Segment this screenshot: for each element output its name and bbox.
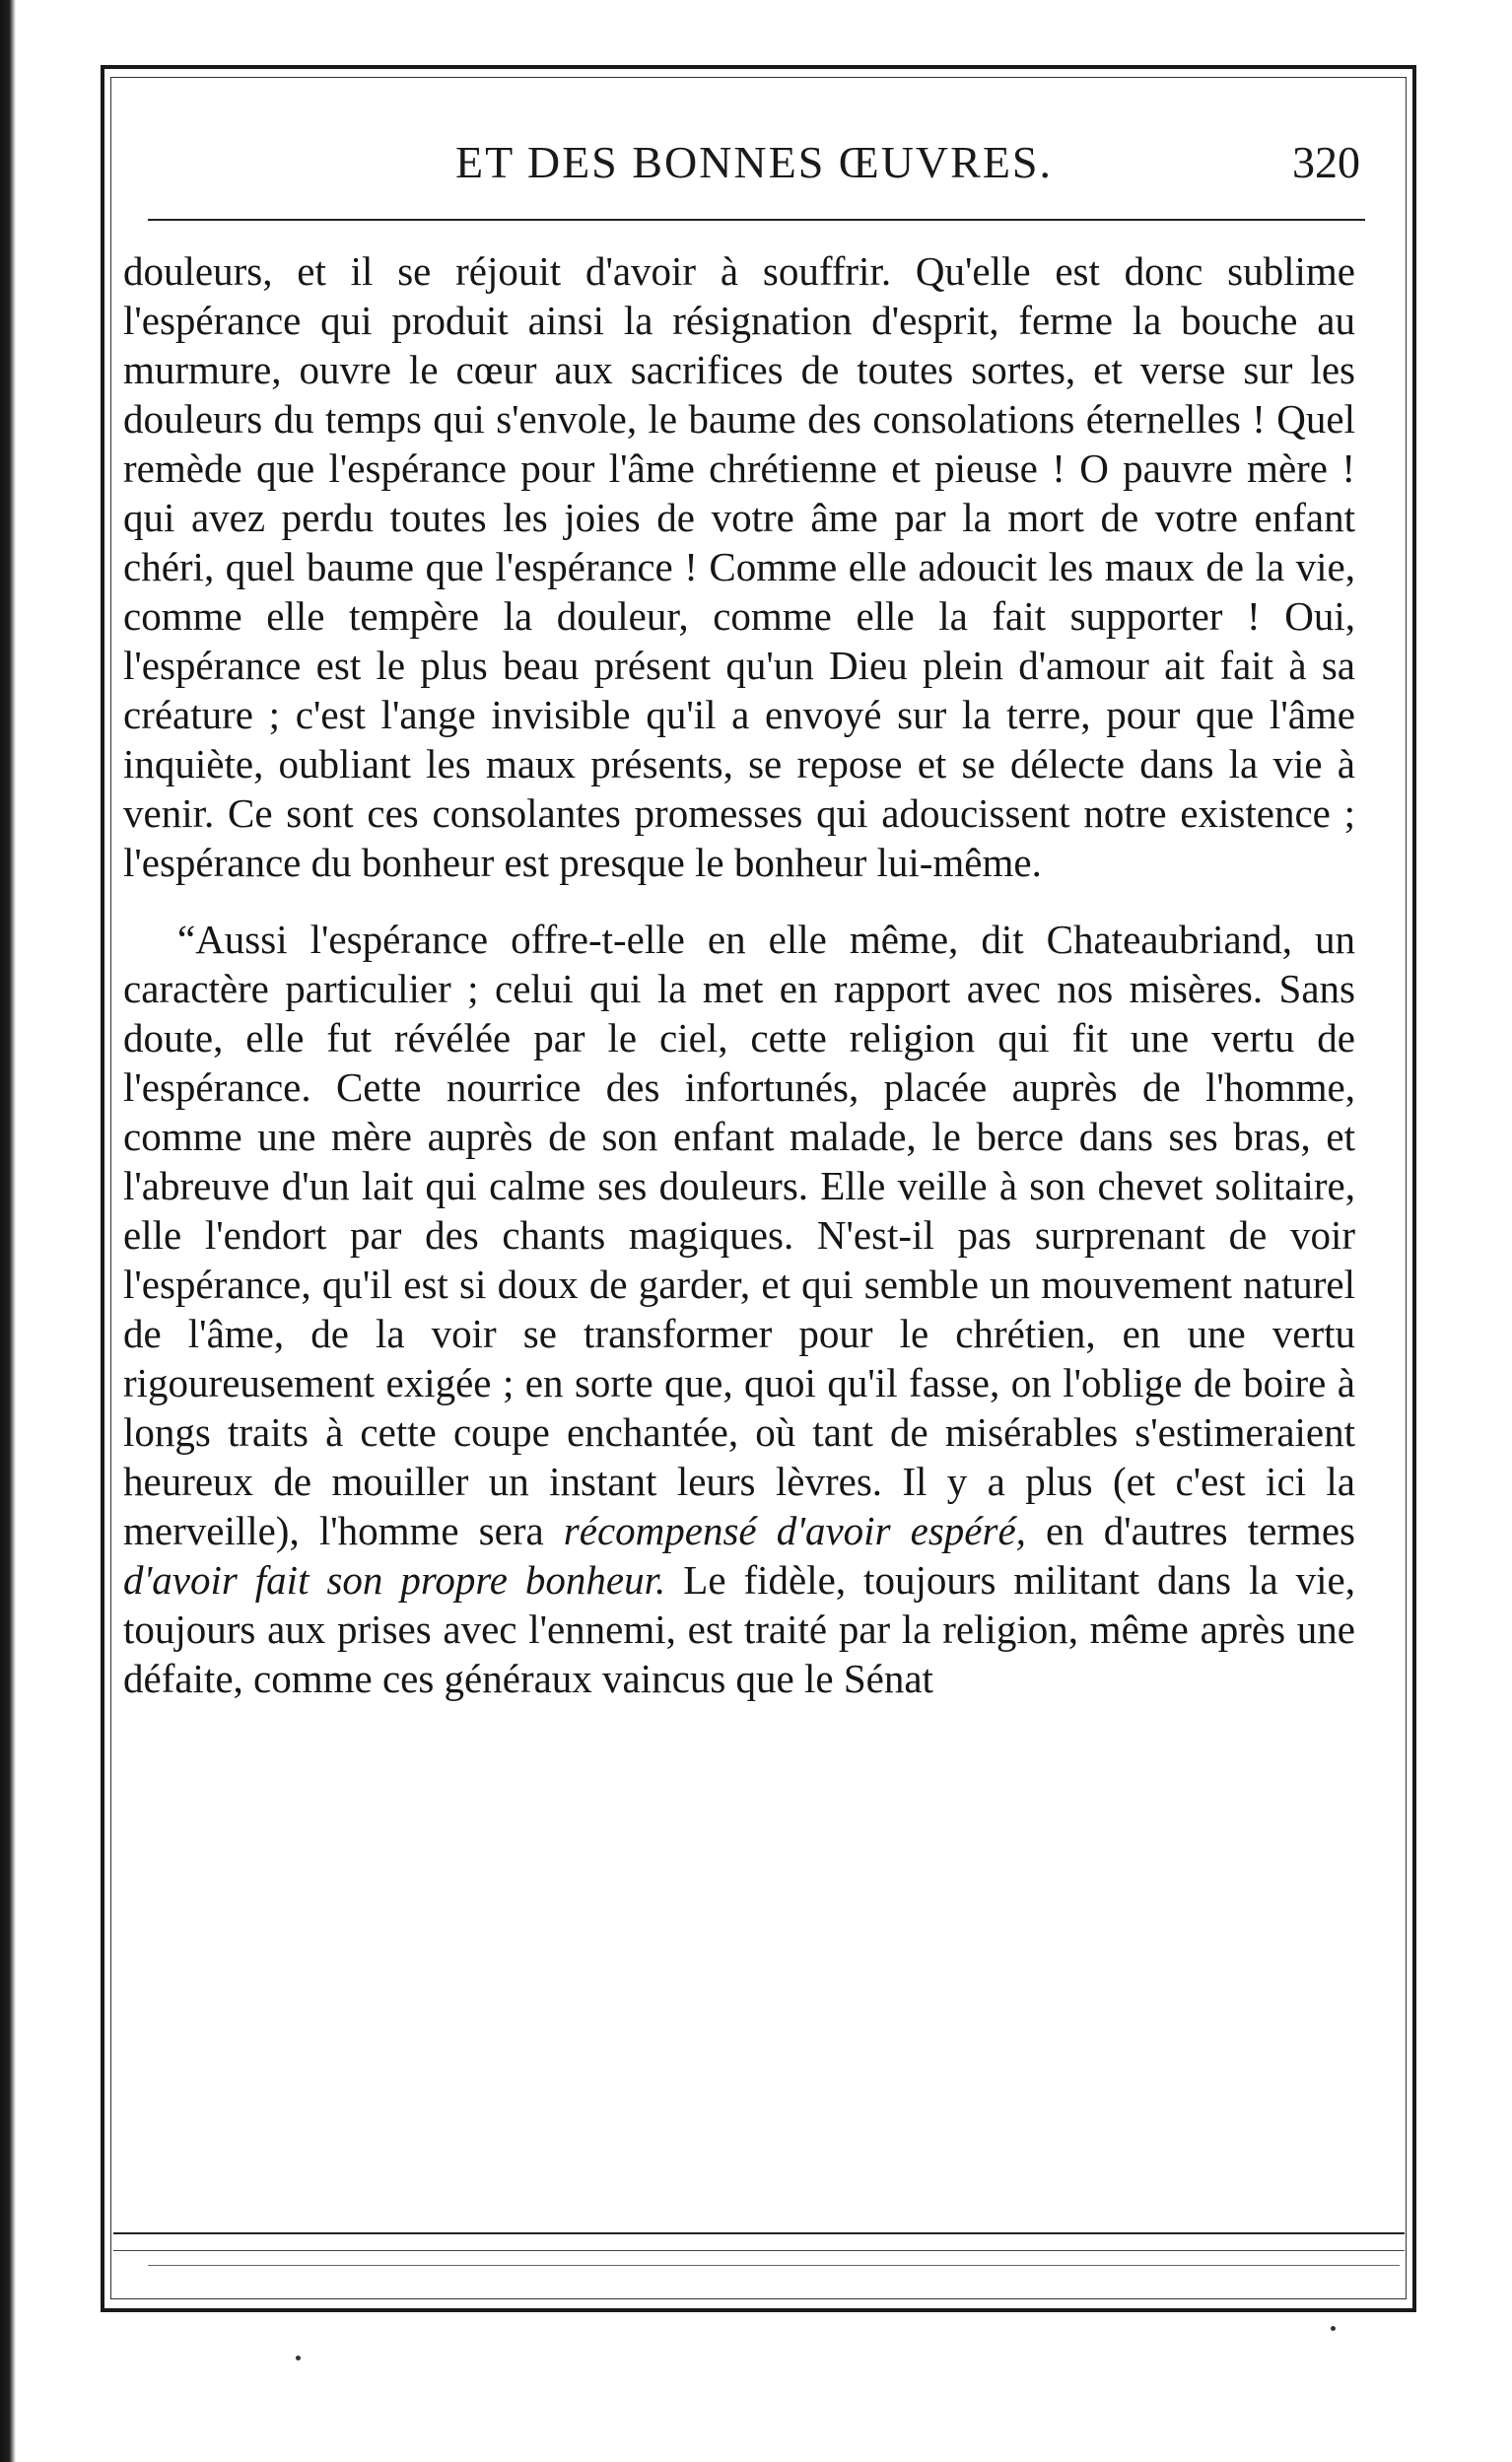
header-rule (148, 219, 1365, 221)
page-number: 320 (1292, 137, 1360, 187)
book-spine-edge (0, 0, 16, 2462)
paragraph-2-italic-1: récompensé d'avoir espéré, (563, 1508, 1026, 1553)
paragraph-2-italic-2: d'avoir fait son propre bonheur. (123, 1557, 666, 1603)
print-speck (1331, 2326, 1336, 2331)
footer-rule-1 (113, 2232, 1405, 2234)
footer-rule-3 (148, 2265, 1400, 2266)
running-title: ET DES BONNES ŒUVRES. (455, 137, 1053, 187)
paragraph-2-text-a: “Aussi l'espérance offre-t-elle en elle même, dit Chateaubriand, un caractère particulier ; celui qui la met en rapport avec nos misères. Sans doute, elle fut révélée par le ciel, cette religion qui fit une vertu de l'espérance. Cette nourrice des infortunés, placée auprès de l'homme, comme une mère auprès de son enfant malade, le berce dans ses bras, et l'abreuve d'un lait qui calme ses douleurs. Elle veille à son chevet solitaire, elle l'endort par des chants magiques. N'est-il pas surprenant de voir l'espérance, qu'il est si doux de garder, et qui semble un mouvement naturel de l'âme, de la voir se transformer pour le chrétien, en une vertu rigoureusement exigée ; en sorte que, quoi qu'il fasse, on l'oblige de boire à longs traits à cette coupe enchantée, où tant de misérables s'estimeraient heureux de mouiller un instant leurs lèvres. Il y a plus (et c'est ici la merveille), l'homme sera (123, 917, 1355, 1553)
paragraph-2-text-b: en d'autres termes (1025, 1508, 1355, 1553)
page-body (123, 246, 1355, 1703)
paragraph-2 (123, 915, 1355, 1703)
footer-rule-2 (113, 2250, 1405, 2251)
paragraph-1: douleurs, et il se réjouit d'avoir à souffrir. Qu'elle est donc sublime l'espérance qui produit ainsi la résignation d'esprit, ferme la bouche au murmure, ouvre le cœur aux sacrifices de toutes sortes, et verse sur les douleurs du temps qui s'envole, le baume des consolations éternelles ! Quel remède que l'espérance pour l'âme chrétienne et pieuse ! O pauvre mère ! qui avez perdu toutes les joies de votre âme par la mort de votre enfant chéri, quel baume que l'espérance ! Comme elle adoucit les maux de la vie, comme elle tempère la douleur, comme elle la fait supporter ! Oui, l'espérance est le plus beau présent qu'un Dieu plein d'amour ait fait à sa créature ; c'est l'ange invisible qu'il a envoyé sur la terre, pour que l'âme inquiète, oubliant les maux présents, se repose et se délecte dans la vie à venir. Ce sont ces consolantes promesses qui adoucissent notre existence ; l'espérance du bonheur est presque le bonheur lui-même. (123, 248, 1355, 885)
running-header (148, 128, 1360, 207)
paragraph-2-text-c: Le fidèle, toujours militant dans la vie, toujours aux prises avec l'ennemi, est traité par la religion, même après une défaite, comme ces généraux vaincus que le Sénat (123, 1557, 1355, 1701)
print-speck (296, 2356, 301, 2360)
